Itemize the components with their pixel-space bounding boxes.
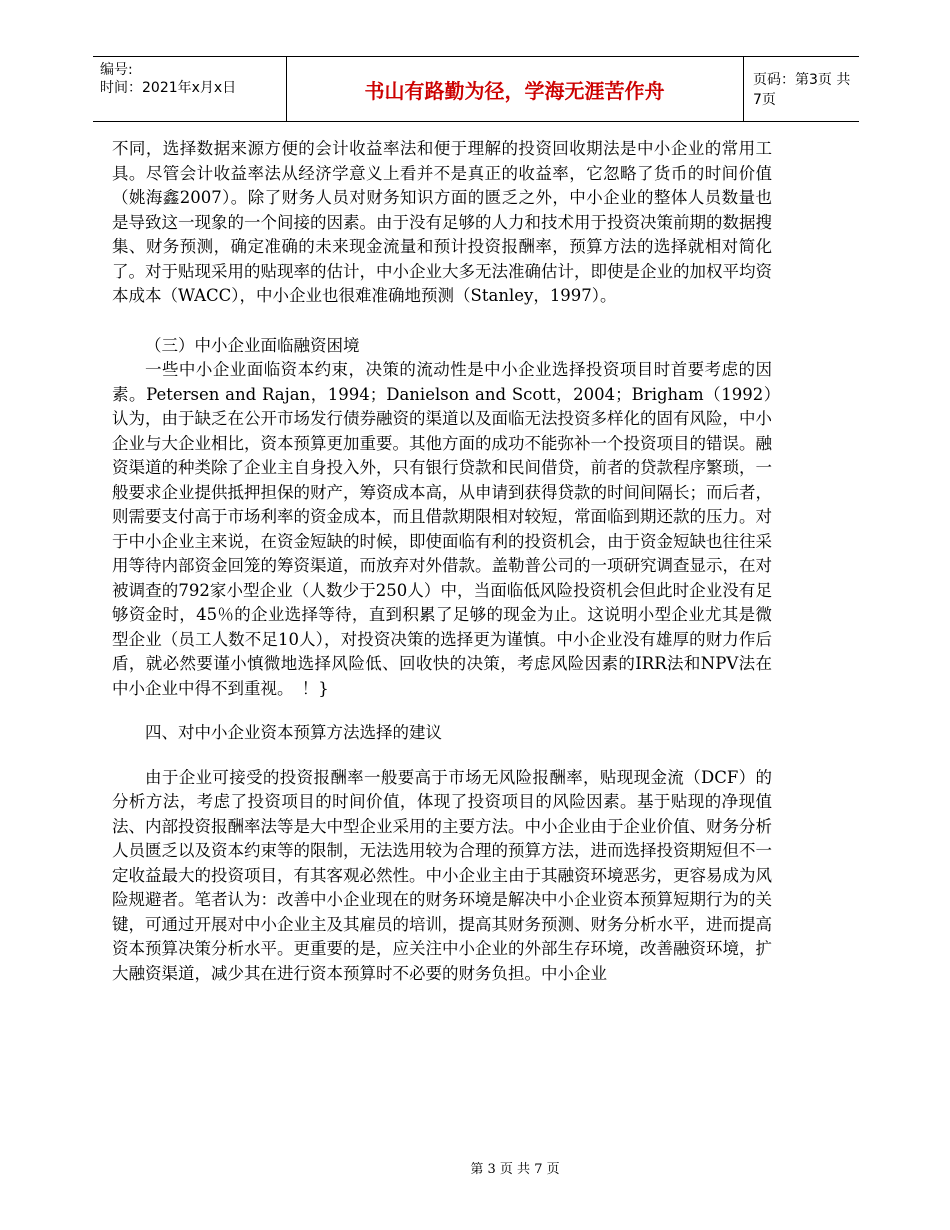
- header-motto: 书山有路勤为径，学海无涯苦作舟: [364, 78, 665, 103]
- spacer: [112, 309, 772, 334]
- paragraph-accounting-methods: 不同，选择数据来源方便的会计收益率法和便于理解的投资回收期法是中小企业的常用工具。尽管会计收益率法从经济学意义上看并不是真正的收益率，它忽略了货币的时间价值（姚海鑫2007）。除了财务人员对财务知识方面的匮乏之外，中小企业的整体人员数量也是导致这一现象的一个间接的因素。由于没有足够的人力和技术用于投资决策前期的数据搜集、财务预测，确定准确的未来现金流量和预计投资报酬率，预算方法的选择就相对简化了。对于贴现采用的贴现率的估计，中小企业大多无法准确估计，即使是企业的加权平均资本成本（WACC），中小企业也很难准确地预测（Stanley，1997）。: [112, 139, 772, 305]
- document-body: [112, 137, 772, 986]
- spacer: [112, 701, 772, 721]
- header-page-number: 页码：第3页 共7页: [753, 72, 851, 108]
- page-header: [93, 56, 859, 122]
- header-divider-right: [743, 57, 744, 121]
- page-footer: 第 3 页 共 7 页: [470, 1162, 560, 1177]
- document-time-label: 时间：2021年x月x日: [100, 80, 237, 96]
- document-code-label: 编号:: [100, 62, 133, 78]
- section-heading-suggestions: 四、对中小企业资本预算方法选择的建议: [145, 723, 442, 742]
- paragraph-suggestions: 由于企业可接受的投资报酬率一般要高于市场无风险报酬率，贴现现金流（DCF）的分析方法，考虑了投资项目的时间价值，体现了投资项目的风险因素。基于贴现的净现值法、内部投资报酬率法等是大中型企业采用的主要方法。中小企业由于企业价值、财务分析人员匮乏以及资本约束等的限制，无法选用较为合理的预算方法，进而选择投资期短但不一定收益最大的投资项目，有其客观必然性。中小企业主由于其融资环境恶劣，更容易成为风险规避者。笔者认为：改善中小企业现在的财务环境是解决中小企业资本预算短期行为的关键，可通过开展对中小企业主及其雇员的培训，提高其财务预测、财务分析水平，进而提高资本预算决策分析水平。更重要的是，应关注中小企业的外部生存环境，改善融资环境，扩大融资渠道，减少其在进行资本预算时不必要的财务负担。中小企业: [112, 767, 772, 983]
- paragraph-financing-difficulties: 一些中小企业面临资本约束，决策的流动性是中小企业选择投资项目时首要考虑的因素。Petersen and Rajan，1994；Danielson and Scott，2004；Brigham（1992）认为，由于缺乏在公开市场发行债券融资的渠道以及面临无法投资多样化的固有风险，中小企业与大企业相比，资本预算更加重要。其他方面的成功不能弥补一个投资项目的错误。融资渠道的种类除了企业主自身投入外，只有银行贷款和民间借贷，前者的贷款程序繁琐，一般要求企业提供抵押担保的财产，筹资成本高，从申请到获得贷款的时间间隔长；而后者，则需要支付高于市场利率的资金成本，而且借款期限相对较短，常面临到期还款的压力。对于中小企业主来说，在资金短缺的时候，即使面临有利的投资机会，由于资金短缺也往往采用等待内部资金回笼的筹资渠道，而放弃对外借款。盖勒普公司的一项研究调查显示，在对被调查的792家小型企业（人数少于250人）中，当面临低风险投资机会但此时企业没有足够资金时，45％的企业选择等待，直到积累了足够的现金为止。这说明小型企业尤其是微型企业（员工人数不足10人），对投资决策的选择更为谨慎。中小企业没有雄厚的财力作后盾，就必然要谨小慎微地选择风险低、回收快的决策，考虑风险因素的IRR法和NPV法在中小企业中得不到重视。 ！}: [112, 360, 772, 698]
- header-meta: [100, 61, 236, 97]
- section-heading-financing: （三）中小企业面临融资困境: [145, 335, 360, 355]
- spacer: [112, 746, 772, 766]
